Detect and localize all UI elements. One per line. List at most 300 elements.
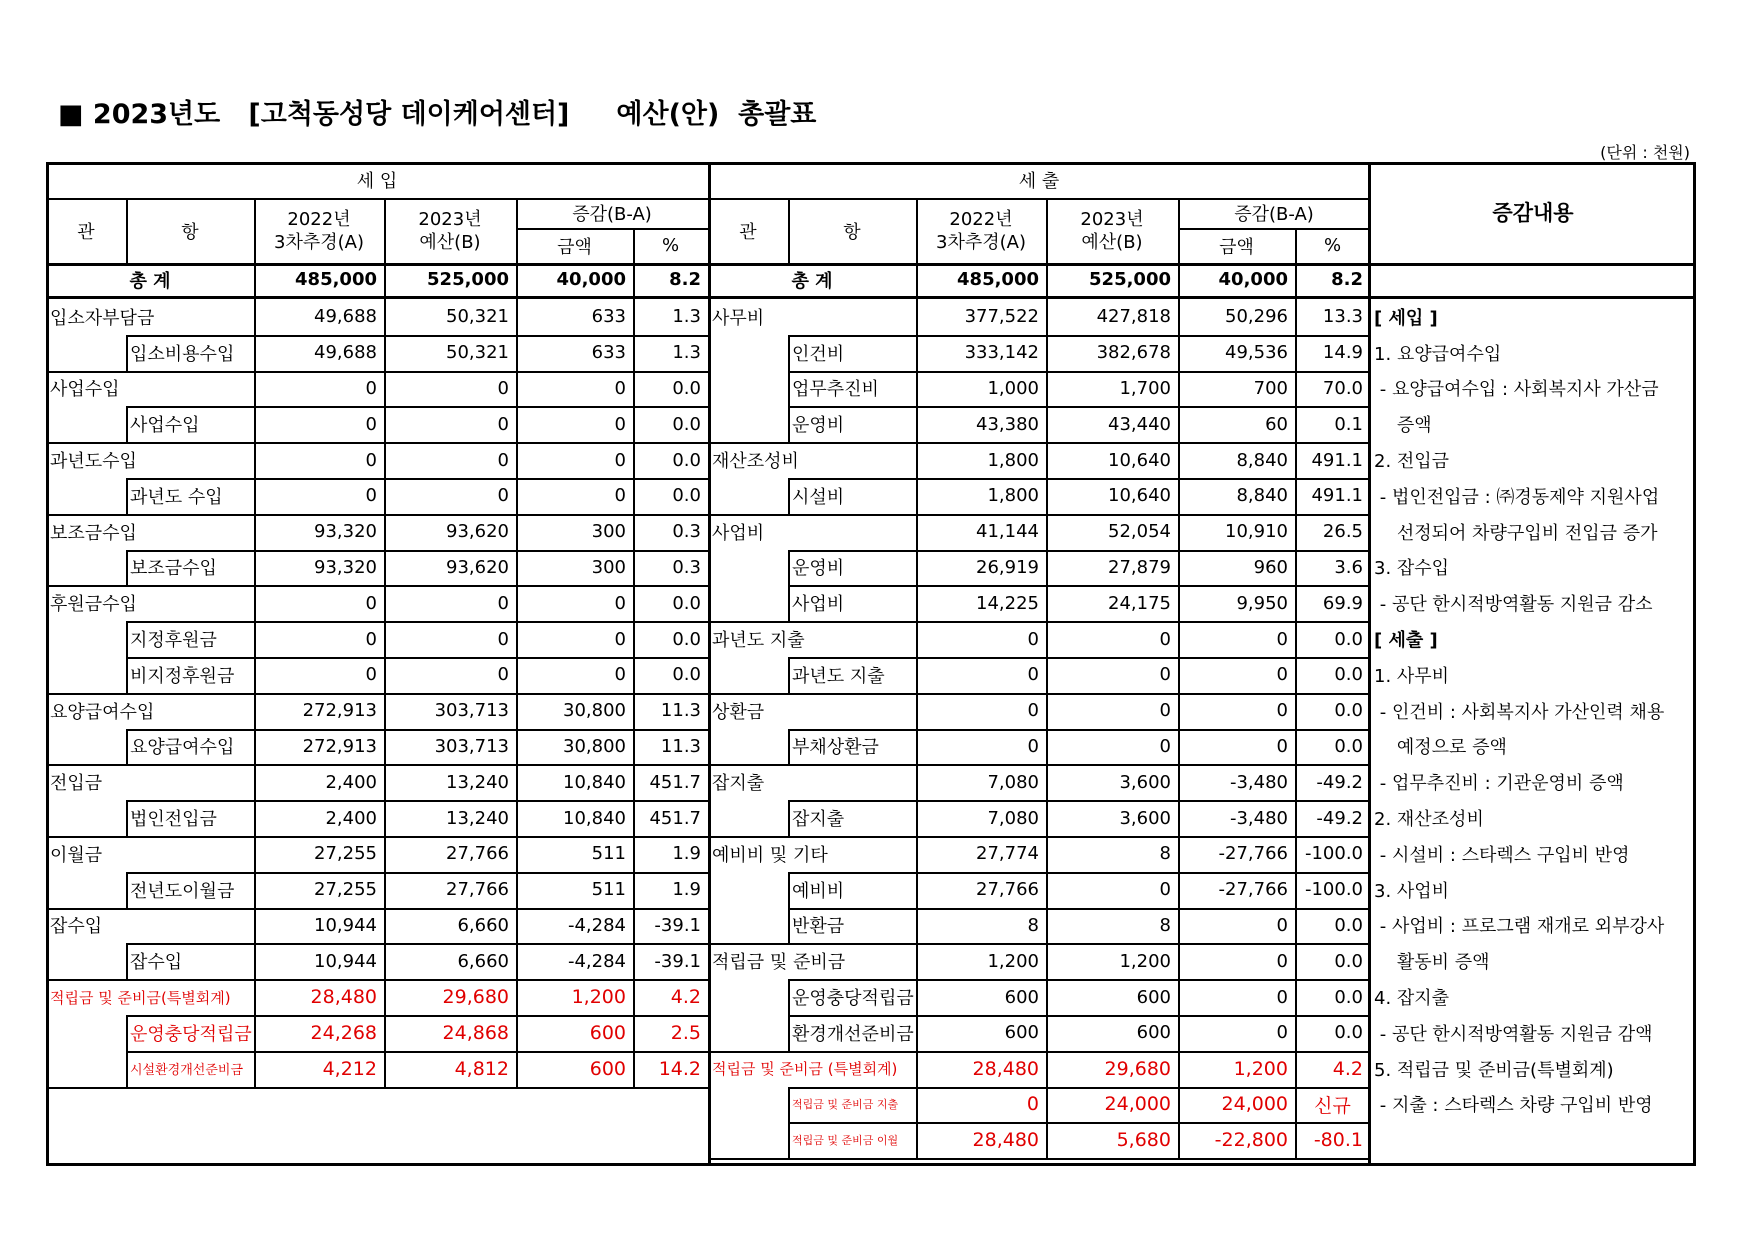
table-cell-pct: 0.0 <box>672 377 701 399</box>
grid-vline <box>1046 478 1048 514</box>
grid-vline <box>788 1122 790 1158</box>
grid-hline <box>788 729 1370 731</box>
grid-vline <box>1046 1122 1048 1158</box>
table-cell-amt: 511 <box>591 843 626 865</box>
grid-vline <box>1178 693 1180 729</box>
table-cell-a: 41,144 <box>976 521 1039 543</box>
grid-hline <box>788 657 1370 659</box>
table-cell-a: 8 <box>1027 914 1039 936</box>
grid-vline <box>126 621 128 657</box>
table-row-gwan: 잡지출 <box>712 773 765 795</box>
table-cell-pct: 4.2 <box>670 986 701 1009</box>
grid-vline <box>916 371 918 407</box>
grid-hline <box>126 478 708 480</box>
grid-vline <box>254 1051 256 1087</box>
table-cell-amt: 0 <box>1276 735 1288 757</box>
pct-header: % <box>661 235 680 256</box>
grid-hline <box>46 764 708 766</box>
table-row-hang: 잡수입 <box>130 952 183 974</box>
table-row-hang: 시설비 <box>792 486 845 508</box>
table-cell-amt: 49,536 <box>1225 342 1288 364</box>
table-cell-amt: 8,840 <box>1236 449 1288 471</box>
grid-vline <box>1178 979 1180 1015</box>
hang-header: 항 <box>181 221 199 243</box>
grid-vline <box>384 478 386 514</box>
table-row-hang: 입소비용수입 <box>130 343 235 365</box>
grid-vline <box>516 550 518 586</box>
grid-vline <box>633 299 635 335</box>
grid-vline <box>254 478 256 514</box>
grid-vline <box>916 872 918 908</box>
table-cell-pct: 0.0 <box>1334 628 1363 650</box>
grid-vline <box>1295 228 1297 263</box>
table-cell-a: 27,774 <box>976 843 1039 865</box>
pct-header: % <box>1323 235 1342 256</box>
table-cell-pct: 2.5 <box>670 1021 701 1044</box>
table-cell-a: 26,919 <box>976 556 1039 578</box>
table-cell-b: 382,678 <box>1096 342 1171 364</box>
grid-vline <box>254 943 256 979</box>
grid-hline <box>788 908 1370 910</box>
grid-vline <box>1178 800 1180 836</box>
grid-vline <box>1295 729 1297 765</box>
grid-vline <box>1046 263 1048 296</box>
grid-vline <box>788 908 790 944</box>
grid-vline <box>254 621 256 657</box>
note-line: - 시설비 : 스타렉스 구입비 반영 <box>1374 844 1630 866</box>
grid-vline <box>788 979 790 1015</box>
grid-vline <box>1295 263 1297 296</box>
grid-vline <box>1178 263 1180 296</box>
grid-vline <box>516 693 518 729</box>
grid-vline <box>633 943 635 979</box>
grid-vline <box>633 335 635 371</box>
table-cell-pct: 0.0 <box>672 485 701 507</box>
table-cell-b: 8 <box>1159 914 1171 936</box>
table-cell-b: 8 <box>1159 843 1171 865</box>
grid-hline <box>126 550 708 552</box>
table-row-gwan: 적립금 및 준비금 <box>712 952 846 974</box>
table-row-hang: 운영충당적립금 <box>130 1023 252 1045</box>
note-line: 5. 적립금 및 준비금(특별회계) <box>1374 1059 1614 1081</box>
b-header <box>1046 198 1178 263</box>
table-row-hang: 사업수입 <box>130 415 200 437</box>
table-cell-amt: 600 <box>589 1021 626 1044</box>
grid-vline <box>254 585 256 621</box>
table-cell-pct: 0.1 <box>1334 413 1363 435</box>
grid-vline <box>1295 836 1297 872</box>
table-row-hang: 반환금 <box>792 916 845 938</box>
grid-vline <box>1295 693 1297 729</box>
table-cell-amt: 8,840 <box>1236 485 1288 507</box>
grid-vline <box>384 872 386 908</box>
grid-vline <box>516 335 518 371</box>
table-cell-a: 28,480 <box>972 1057 1039 1080</box>
grid-hline <box>46 908 708 910</box>
table-cell-pct: -100.0 <box>1304 879 1363 901</box>
grid-vline <box>916 550 918 586</box>
table-cell-pct: 0.0 <box>1334 1022 1363 1044</box>
table-cell-pct: 1.3 <box>672 342 701 364</box>
grid-hline <box>788 979 1370 981</box>
table-cell-pct: 3.6 <box>1334 556 1363 578</box>
grid-vline <box>516 1015 518 1051</box>
grid-vline <box>1295 514 1297 550</box>
grid-vline <box>1295 478 1297 514</box>
table-row-hang: 과년도 수입 <box>130 486 223 508</box>
table-cell-amt: 0 <box>1276 664 1288 686</box>
table-cell-b: 303,713 <box>434 700 509 722</box>
table-cell-b: 6,660 <box>457 950 509 972</box>
a-header <box>916 198 1046 263</box>
total-cell: 485,000 <box>295 269 377 290</box>
grid-vline <box>254 299 256 335</box>
table-row-gwan: 사업비 <box>712 522 765 544</box>
grid-vline <box>1178 442 1180 478</box>
grid-vline <box>916 406 918 442</box>
grid-vline <box>516 729 518 765</box>
grid-vline <box>254 908 256 944</box>
grid-vline <box>254 371 256 407</box>
table-row-hang: 사업비 <box>792 594 845 616</box>
table-cell-a: 27,766 <box>976 879 1039 901</box>
grid-vline <box>916 442 918 478</box>
grid-vline <box>254 764 256 800</box>
table-cell-b: 0 <box>497 485 509 507</box>
grid-vline <box>126 872 128 908</box>
grid-vline <box>1295 585 1297 621</box>
grid-vline <box>384 198 386 263</box>
grid-vline <box>1295 1087 1297 1123</box>
b-header-label: 예산(B) <box>419 231 481 253</box>
table-cell-b: 24,868 <box>442 1021 509 1044</box>
note-line: 활동비 증액 <box>1374 952 1490 974</box>
grid-vline <box>1178 299 1180 335</box>
note-line: - 법인전입금 : ㈜경동제약 지원사업 <box>1374 486 1660 508</box>
grid-vline <box>633 442 635 478</box>
table-cell-a: 1,800 <box>987 449 1039 471</box>
table-cell-amt: -22,800 <box>1214 1129 1288 1152</box>
table-row-gwan: 후원금수입 <box>50 594 137 616</box>
table-cell-a: 0 <box>1027 664 1039 686</box>
table-cell-pct: -39.1 <box>654 914 701 936</box>
table-cell-amt: 600 <box>589 1057 626 1080</box>
table-row-hang: 환경개선준비금 <box>792 1023 914 1045</box>
table-cell-amt: 511 <box>591 879 626 901</box>
grid-vline <box>788 1087 790 1123</box>
note-line: [ 세출 ] <box>1374 630 1438 652</box>
grid-vline <box>1178 478 1180 514</box>
grid-hline <box>46 836 708 838</box>
grid-vline <box>516 478 518 514</box>
grid-vline <box>126 198 128 263</box>
grid-vline <box>1178 657 1180 693</box>
table-cell-b: 5,680 <box>1116 1129 1171 1152</box>
grid-vline <box>916 836 918 872</box>
table-cell-pct: 0.0 <box>672 449 701 471</box>
table-cell-b: 0 <box>1159 628 1171 650</box>
grid-vline <box>1295 1015 1297 1051</box>
table-row-gwan: 입소자부담금 <box>50 307 155 329</box>
table-cell-b: 427,818 <box>1096 306 1171 328</box>
grid-vline <box>384 442 386 478</box>
table-row-hang: 업무추진비 <box>792 379 879 401</box>
table-cell-a: 7,080 <box>987 771 1039 793</box>
table-cell-amt: 0 <box>614 664 626 686</box>
table-cell-pct: 69.9 <box>1322 592 1363 614</box>
note-line: - 인건비 : 사회복지사 가산인력 채용 <box>1374 701 1665 723</box>
table-row-hang: 비지정후원금 <box>130 665 235 687</box>
grid-vline <box>916 263 918 296</box>
grid-vline <box>1046 514 1048 550</box>
table-cell-amt: -3,480 <box>1229 771 1288 793</box>
grid-vline <box>384 764 386 800</box>
table-cell-pct: 13.3 <box>1322 306 1363 328</box>
grid-vline <box>384 979 386 1015</box>
grid-vline <box>788 585 790 621</box>
diff-header: 증감(B-A) <box>572 204 652 225</box>
table-cell-a: 4,212 <box>322 1057 377 1080</box>
table-row-hang: 법인전입금 <box>130 809 217 831</box>
table-cell-pct: 4.2 <box>1332 1057 1363 1080</box>
grid-vline <box>633 514 635 550</box>
grid-vline <box>384 514 386 550</box>
grid-vline <box>516 299 518 335</box>
grid-vline <box>1178 550 1180 586</box>
table-cell-amt: 0 <box>1276 628 1288 650</box>
table-cell-a: 0 <box>365 449 377 471</box>
table-cell-pct: 0.0 <box>672 413 701 435</box>
grid-vline <box>384 263 386 296</box>
grid-vline <box>916 979 918 1015</box>
grid-vline <box>1046 800 1048 836</box>
grid-vline <box>1178 1087 1180 1123</box>
grid-vline <box>633 371 635 407</box>
grid-vline <box>633 764 635 800</box>
table-cell-amt: 60 <box>1265 413 1288 435</box>
table-cell-b: 29,680 <box>1104 1057 1171 1080</box>
table-cell-a: 14,225 <box>976 592 1039 614</box>
grid-vline <box>46 162 49 1166</box>
a-header <box>254 198 384 263</box>
grid-hline <box>46 198 1368 200</box>
grid-vline <box>384 335 386 371</box>
grid-vline <box>1178 943 1180 979</box>
table-cell-amt: 0 <box>614 592 626 614</box>
income-total-label: 총 계 <box>129 271 171 292</box>
table-cell-amt: 30,800 <box>563 735 626 757</box>
grid-vline <box>788 800 790 836</box>
note-line: - 공단 한시적방역활동 지원금 감액 <box>1374 1023 1653 1045</box>
table-cell-a: 49,688 <box>314 342 377 364</box>
grid-vline <box>633 1015 635 1051</box>
table-cell-pct: 0.0 <box>1334 914 1363 936</box>
grid-vline <box>1178 764 1180 800</box>
note-line: 2. 재산조성비 <box>1374 809 1484 831</box>
table-row-gwan: 예비비 및 기타 <box>712 844 828 866</box>
table-cell-a: 0 <box>1027 735 1039 757</box>
grid-hline <box>126 729 708 731</box>
table-cell-b: 93,620 <box>446 556 509 578</box>
grid-vline <box>1046 764 1048 800</box>
table-cell-pct: 14.2 <box>658 1057 701 1080</box>
grid-hline <box>708 693 1370 695</box>
grid-vline <box>1046 872 1048 908</box>
note-line: 1. 요양급여수입 <box>1374 343 1502 365</box>
grid-vline <box>633 406 635 442</box>
table-cell-amt: 0 <box>1276 986 1288 1008</box>
table-cell-pct: 0.3 <box>672 556 701 578</box>
table-row-gwan: 전입금 <box>50 773 103 795</box>
grid-vline <box>254 872 256 908</box>
table-cell-b: 600 <box>1136 1022 1171 1044</box>
table-row-hang: 인건비 <box>792 343 845 365</box>
grid-vline <box>916 299 918 335</box>
table-cell-b: 10,640 <box>1108 485 1171 507</box>
table-row-hang: 전년도이월금 <box>130 880 235 902</box>
grid-vline <box>384 371 386 407</box>
grid-vline <box>1046 979 1048 1015</box>
grid-hline <box>788 872 1370 874</box>
table-cell-amt: 50,296 <box>1225 306 1288 328</box>
grid-vline <box>384 550 386 586</box>
grid-vline <box>788 657 790 693</box>
grid-vline <box>126 943 128 979</box>
grid-vline <box>916 693 918 729</box>
table-cell-a: 0 <box>1027 628 1039 650</box>
grid-vline <box>126 406 128 442</box>
grid-hline <box>788 1087 1370 1089</box>
table-cell-b: 0 <box>497 664 509 686</box>
grid-vline <box>1178 729 1180 765</box>
grid-hline <box>788 1015 1370 1017</box>
grid-hline <box>708 764 1370 766</box>
grid-hline <box>788 550 1370 552</box>
table-cell-b: 0 <box>497 449 509 471</box>
table-cell-amt: 30,800 <box>563 700 626 722</box>
grid-vline <box>788 406 790 442</box>
table-row-hang: 적립금 및 준비금 이월 <box>792 1134 899 1148</box>
grid-hline <box>708 836 1370 838</box>
grid-vline <box>126 335 128 371</box>
grid-vline <box>1046 943 1048 979</box>
table-cell-a: 49,688 <box>314 306 377 328</box>
grid-hline <box>46 1087 708 1089</box>
grid-vline <box>1046 585 1048 621</box>
total-cell: 525,000 <box>1089 269 1171 290</box>
grid-hline <box>46 442 708 444</box>
income-header: 세 입 <box>356 171 398 192</box>
grid-vline <box>384 800 386 836</box>
table-cell-b: 3,600 <box>1119 807 1171 829</box>
grid-vline <box>1178 908 1180 944</box>
grid-vline <box>384 908 386 944</box>
table-cell-amt: 700 <box>1253 377 1288 399</box>
grid-vline <box>916 943 918 979</box>
table-cell-b: 3,600 <box>1119 771 1171 793</box>
grid-vline <box>788 335 790 371</box>
table-cell-a: 1,200 <box>987 950 1039 972</box>
grid-vline <box>1046 1087 1048 1123</box>
table-cell-b: 1,700 <box>1119 377 1171 399</box>
table-cell-a: 600 <box>1004 986 1039 1008</box>
grid-vline <box>254 442 256 478</box>
table-cell-a: 27,255 <box>314 843 377 865</box>
total-cell: 8.2 <box>669 269 701 290</box>
grid-hline <box>708 621 1370 623</box>
grid-vline <box>1693 162 1696 1166</box>
table-cell-a: 93,320 <box>314 556 377 578</box>
table-cell-amt: 0 <box>1276 700 1288 722</box>
table-cell-amt: 0 <box>614 449 626 471</box>
gwan-header: 관 <box>739 221 757 243</box>
grid-vline <box>254 198 256 263</box>
grid-hline <box>126 943 708 945</box>
table-cell-pct: 11.3 <box>660 700 701 722</box>
amount-header: 금액 <box>557 236 592 258</box>
table-cell-a: 28,480 <box>310 986 377 1009</box>
table-row-gwan: 적립금 및 준비금(특별회계) <box>50 988 231 1007</box>
grid-vline <box>1178 406 1180 442</box>
total-cell: 40,000 <box>1218 269 1288 290</box>
grid-vline <box>1178 1015 1180 1051</box>
table-cell-b: 600 <box>1136 986 1171 1008</box>
grid-hline <box>46 514 708 516</box>
grid-vline <box>1178 371 1180 407</box>
table-cell-b: 4,812 <box>454 1057 509 1080</box>
b-header-label: 예산(B) <box>1081 231 1143 253</box>
grid-vline <box>633 800 635 836</box>
unit-label: (단위 : 천원) <box>1600 143 1690 162</box>
table-cell-b: 93,620 <box>446 521 509 543</box>
grid-vline <box>916 1087 918 1123</box>
table-cell-a: 27,255 <box>314 879 377 901</box>
grid-hline <box>126 621 708 623</box>
table-cell-b: 50,321 <box>446 306 509 328</box>
grid-vline <box>1178 514 1180 550</box>
table-cell-pct: -80.1 <box>1313 1129 1363 1152</box>
grid-hline <box>788 585 1370 587</box>
note-line: 2. 전입금 <box>1374 451 1450 473</box>
grid-vline <box>1295 1122 1297 1158</box>
grid-hline <box>46 371 708 373</box>
table-cell-pct: 451.7 <box>649 807 701 829</box>
b-header-year: 2023년 <box>1080 208 1144 230</box>
grid-vline <box>788 872 790 908</box>
grid-vline <box>254 550 256 586</box>
grid-vline <box>384 1015 386 1051</box>
table-cell-amt: 0 <box>1276 1022 1288 1044</box>
note-line: 3. 사업비 <box>1374 880 1450 902</box>
table-row-hang: 보조금수입 <box>130 558 217 580</box>
table-cell-pct: 0.0 <box>1334 735 1363 757</box>
table-cell-b: 29,680 <box>442 986 509 1009</box>
grid-vline <box>254 1015 256 1051</box>
grid-vline <box>1295 371 1297 407</box>
table-cell-pct: 451.7 <box>649 771 701 793</box>
grid-vline <box>1295 406 1297 442</box>
grid-vline <box>1046 371 1048 407</box>
grid-hline <box>126 1051 708 1053</box>
grid-vline <box>1295 1051 1297 1087</box>
table-cell-a: 2,400 <box>325 807 377 829</box>
table-cell-pct: 1.3 <box>672 306 701 328</box>
table-cell-amt: 633 <box>591 342 626 364</box>
grid-vline <box>916 585 918 621</box>
grid-vline <box>633 550 635 586</box>
grid-vline <box>516 800 518 836</box>
table-row-gwan: 과년도 지출 <box>712 630 805 652</box>
